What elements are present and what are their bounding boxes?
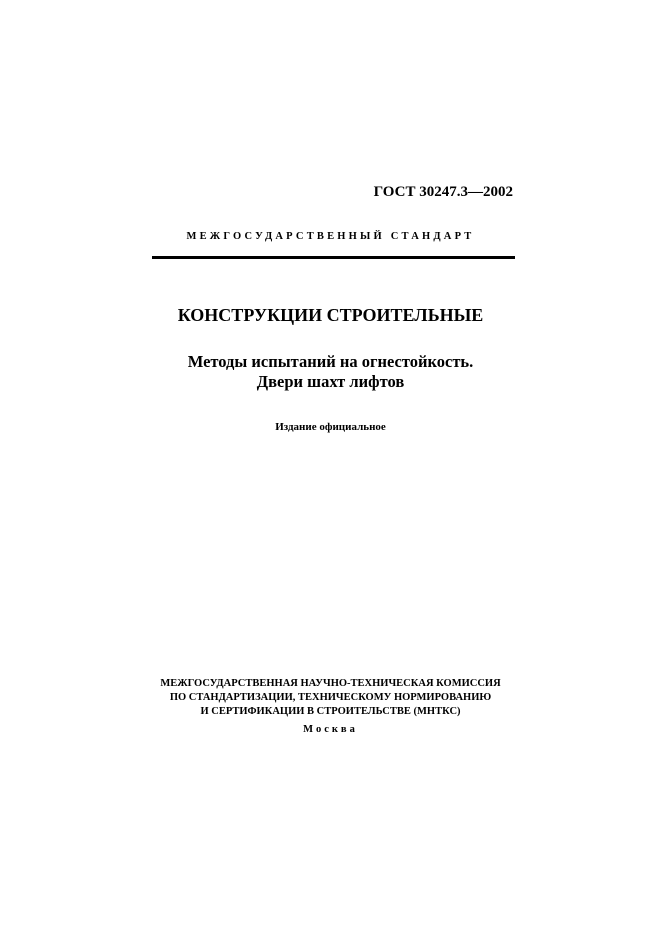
edition-note: Издание официальное (275, 421, 386, 433)
publication-city: Москва (303, 724, 358, 735)
standard-type: МЕЖГОСУДАРСТВЕННЫЙ СТАНДАРТ (186, 231, 475, 242)
publisher-line: МЕЖГОСУДАРСТВЕННАЯ НАУЧНО-ТЕХНИЧЕСКАЯ КОМИССИЯ (160, 678, 501, 689)
document-subtitle-line: Методы испытаний на огнестойкость. (187, 352, 474, 371)
document-title: КОНСТРУКЦИИ СТРОИТЕЛЬНЫЕ (177, 305, 484, 325)
document-subtitle-line: Двери шахт лифтов (256, 372, 405, 391)
standard-code: ГОСТ 30247.3—2002 (373, 184, 513, 200)
publisher-line: И СЕРТИФИКАЦИИ В СТРОИТЕЛЬСТВЕ (МНТКС) (200, 706, 461, 717)
header-divider (152, 256, 515, 259)
publisher-line: ПО СТАНДАРТИЗАЦИИ, ТЕХНИЧЕСКОМУ НОРМИРОВАНИЮ (169, 692, 492, 703)
